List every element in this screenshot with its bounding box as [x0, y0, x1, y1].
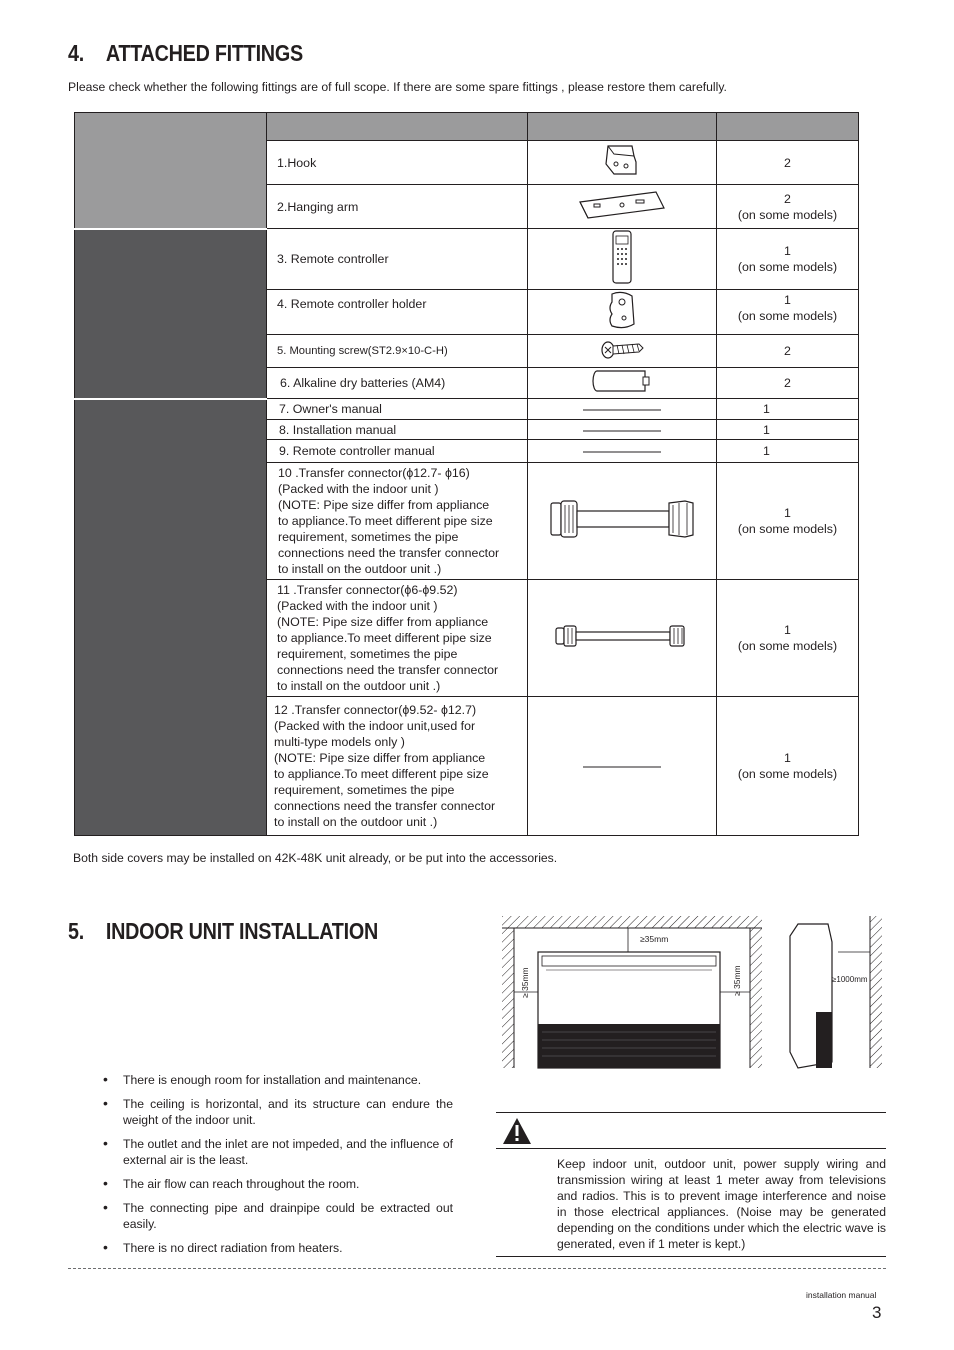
footer-doc-name: installation manual	[806, 1290, 877, 1300]
warning-text: Keep indoor unit, outdoor unit, power supply wiring and transmission wiring at least 1 meter away from televisions and radios. This is to prevent image interference and noise in those electrical appliances. (Noise may be generated depending on the conditions under which the electric wave is generated, even if 1 meter is kept.)	[557, 1157, 886, 1251]
item-name-line: 11 .Transfer connector(ϕ6-ϕ9.52)	[277, 583, 458, 597]
item-qty-cell	[717, 185, 859, 229]
right-clearance-label: ≥ 35mm	[732, 965, 742, 996]
item-qty-cell	[717, 229, 859, 290]
side-block-3	[75, 399, 267, 836]
item-qty: 2	[784, 191, 791, 206]
item-name: 1.Hook	[267, 141, 528, 185]
item-name-line: requirement, sometimes the pipe	[278, 530, 459, 544]
item-name-line: to install on the outdoor unit .)	[278, 562, 442, 576]
item-qty-note: (on some models)	[737, 639, 838, 653]
item-name: 9. Remote controller manual	[267, 440, 528, 463]
item-qty: 1	[784, 623, 791, 637]
unit-grille	[538, 1024, 720, 1068]
section-5-title: INDOOR UNIT INSTALLATION	[105, 918, 379, 944]
battery-icon	[528, 368, 717, 399]
item-qty-cell	[717, 290, 859, 335]
item-name: 3. Remote controller	[267, 229, 528, 290]
table-row	[75, 399, 859, 420]
item-name-line: to appliance.To meet different pipe size	[277, 631, 492, 645]
item-qty: 1	[784, 244, 791, 258]
item-qty: 1	[784, 751, 791, 765]
item-name-line: (NOTE: Pipe size differ from appliance	[278, 498, 490, 512]
item-qty: 1	[763, 422, 770, 437]
section-4-intro: Please check whether the following fittings are of full scope. If there are some spare fittings , please restore them carefully.	[68, 80, 727, 94]
hook-icon	[528, 141, 717, 185]
top-clearance-label: ≥35mm	[640, 934, 669, 944]
item-qty-cell	[717, 697, 859, 836]
bullet-item: • There is enough room for installation and maintenance.	[103, 1072, 453, 1088]
table-header-row	[75, 113, 859, 141]
item-name-multiline	[267, 463, 528, 580]
warning-header-rule	[496, 1148, 886, 1149]
item-qty-cell	[717, 463, 859, 580]
item-name-line: multi-type models only )	[274, 735, 405, 749]
item-name-line: requirement, sometimes the pipe	[277, 647, 458, 661]
item-name-line: to appliance.To meet different pipe size	[278, 514, 493, 528]
bullet-item: • The air flow can reach throughout the room.	[103, 1176, 453, 1192]
screw-icon	[528, 335, 717, 368]
table-row	[75, 229, 859, 290]
item-name: 2.Hanging arm	[267, 185, 528, 229]
item-name-line: to appliance.To meet different pipe size	[274, 767, 489, 781]
item-name-multiline	[267, 697, 528, 836]
floor-clearance-label: ≥1000mm	[832, 975, 868, 984]
header-cell	[267, 113, 528, 141]
left-wall-hatch	[502, 928, 514, 1068]
line-icon	[528, 697, 717, 836]
item-qty-cell	[717, 141, 859, 185]
item-name: 8. Installation manual	[267, 420, 528, 440]
table-note: Both side covers may be installed on 42K-48K unit already, or be put into the accessories.	[73, 851, 558, 865]
item-name-line: connections need the transfer connector	[277, 663, 499, 677]
bullet-item: • The connecting pipe and drainpipe could be extracted out easily.	[103, 1199, 453, 1231]
item-qty-note: (on some models)	[737, 309, 838, 323]
item-name: 6. Alkaline dry batteries (AM4)	[267, 368, 528, 399]
item-name-line: (NOTE: Pipe size differ from appliance	[277, 615, 489, 629]
warning-bottom-rule	[496, 1256, 886, 1257]
item-qty-note: (on some models)	[737, 207, 838, 222]
item-name-line: (Packed with the indoor unit,used for	[274, 719, 476, 733]
warning-top-rule	[496, 1112, 886, 1113]
section-4-title: ATTACHED FITTINGS	[105, 40, 303, 66]
bullet-text: The ceiling is horizontal, and its structure can endure the weight of the indoor unit.	[123, 1097, 453, 1127]
transfer-connector-small-icon	[528, 580, 717, 697]
footer-divider	[68, 1268, 886, 1269]
bullet-item: • The ceiling is horizontal, and its structure can endure the weight of the indoor unit.	[103, 1095, 453, 1127]
side-wall-hatch	[870, 916, 882, 1068]
clearance-diagram	[498, 912, 888, 1072]
item-name: 7. Owner's manual	[267, 399, 528, 420]
item-qty-cell	[717, 368, 859, 399]
remote-controller-icon	[528, 229, 717, 290]
header-cell	[717, 113, 859, 141]
item-name-line: to install on the outdoor unit .)	[277, 679, 441, 693]
bullet-item: • The outlet and the inlet are not impeded, and the influence of external air is the least.	[103, 1135, 453, 1167]
item-qty: 1	[763, 402, 770, 416]
section-5-number: 5.	[68, 918, 84, 944]
item-qty-note: (on some models)	[737, 767, 838, 781]
section-5-heading	[68, 918, 378, 945]
bullet-text: There is enough room for installation and maintenance.	[123, 1073, 422, 1087]
section-4-heading	[68, 40, 303, 67]
page-number: 3	[872, 1303, 882, 1322]
line-icon	[528, 440, 717, 463]
item-name-line: to install on the outdoor unit .)	[274, 815, 438, 829]
item-qty-cell	[717, 580, 859, 697]
item-qty: 2	[784, 376, 791, 390]
item-qty: 1	[784, 293, 791, 307]
side-block-1	[75, 113, 267, 229]
line-icon	[528, 420, 717, 440]
bullet-text: The outlet and the inlet are not impeded, and the influence of external air is the least.	[123, 1137, 453, 1167]
bullet-text: The air flow can reach throughout the room.	[123, 1177, 360, 1191]
transfer-connector-large-icon	[528, 463, 717, 580]
item-name-line: 12 .Transfer connector(ϕ9.52- ϕ12.7)	[274, 703, 477, 717]
warning-triangle-icon	[502, 1117, 532, 1150]
item-qty-cell	[717, 335, 859, 368]
item-name-line: requirement, sometimes the pipe	[274, 783, 455, 797]
item-qty: 2	[784, 344, 791, 358]
item-qty-cell	[717, 440, 859, 463]
item-qty-note: (on some models)	[737, 522, 838, 536]
side-grille	[816, 1012, 832, 1068]
item-name-line: (Packed with the indoor unit )	[277, 599, 438, 613]
ceiling-hatch	[502, 916, 762, 928]
header-cell	[528, 113, 717, 141]
item-name: 5. Mounting screw(ST2.9×10-C-H)	[267, 335, 528, 368]
bullet-text: The connecting pipe and drainpipe could be extracted out easily.	[123, 1201, 453, 1231]
right-wall-hatch	[750, 928, 762, 1068]
item-name-line: (Packed with the indoor unit )	[278, 482, 439, 496]
side-block-2	[75, 229, 267, 399]
fittings-table	[74, 112, 859, 836]
bullet-text: There is no direct radiation from heaters.	[123, 1241, 343, 1255]
item-name-line: connections need the transfer connector	[274, 799, 496, 813]
item-qty-note: (on some models)	[737, 260, 838, 274]
left-clearance-label: ≥ 35mm	[520, 967, 530, 998]
item-name-multiline	[267, 580, 528, 697]
hanging-arm-icon	[528, 185, 717, 229]
bullet-item: • There is no direct radiation from heaters.	[103, 1240, 453, 1256]
item-name-line: (NOTE: Pipe size differ from appliance	[274, 751, 486, 765]
line-icon	[528, 399, 717, 420]
item-qty-cell	[717, 399, 859, 420]
item-name-line: 10 .Transfer connector(ϕ12.7- ϕ16)	[278, 466, 470, 480]
item-qty: 2	[784, 155, 791, 170]
section-4-number: 4.	[68, 40, 84, 66]
item-qty-cell	[717, 420, 859, 440]
remote-holder-icon	[528, 290, 717, 335]
item-qty: 1	[763, 444, 770, 458]
item-name: 4. Remote controller holder	[267, 290, 528, 335]
item-qty: 1	[784, 506, 791, 520]
item-name-line: connections need the transfer connector	[278, 546, 500, 560]
